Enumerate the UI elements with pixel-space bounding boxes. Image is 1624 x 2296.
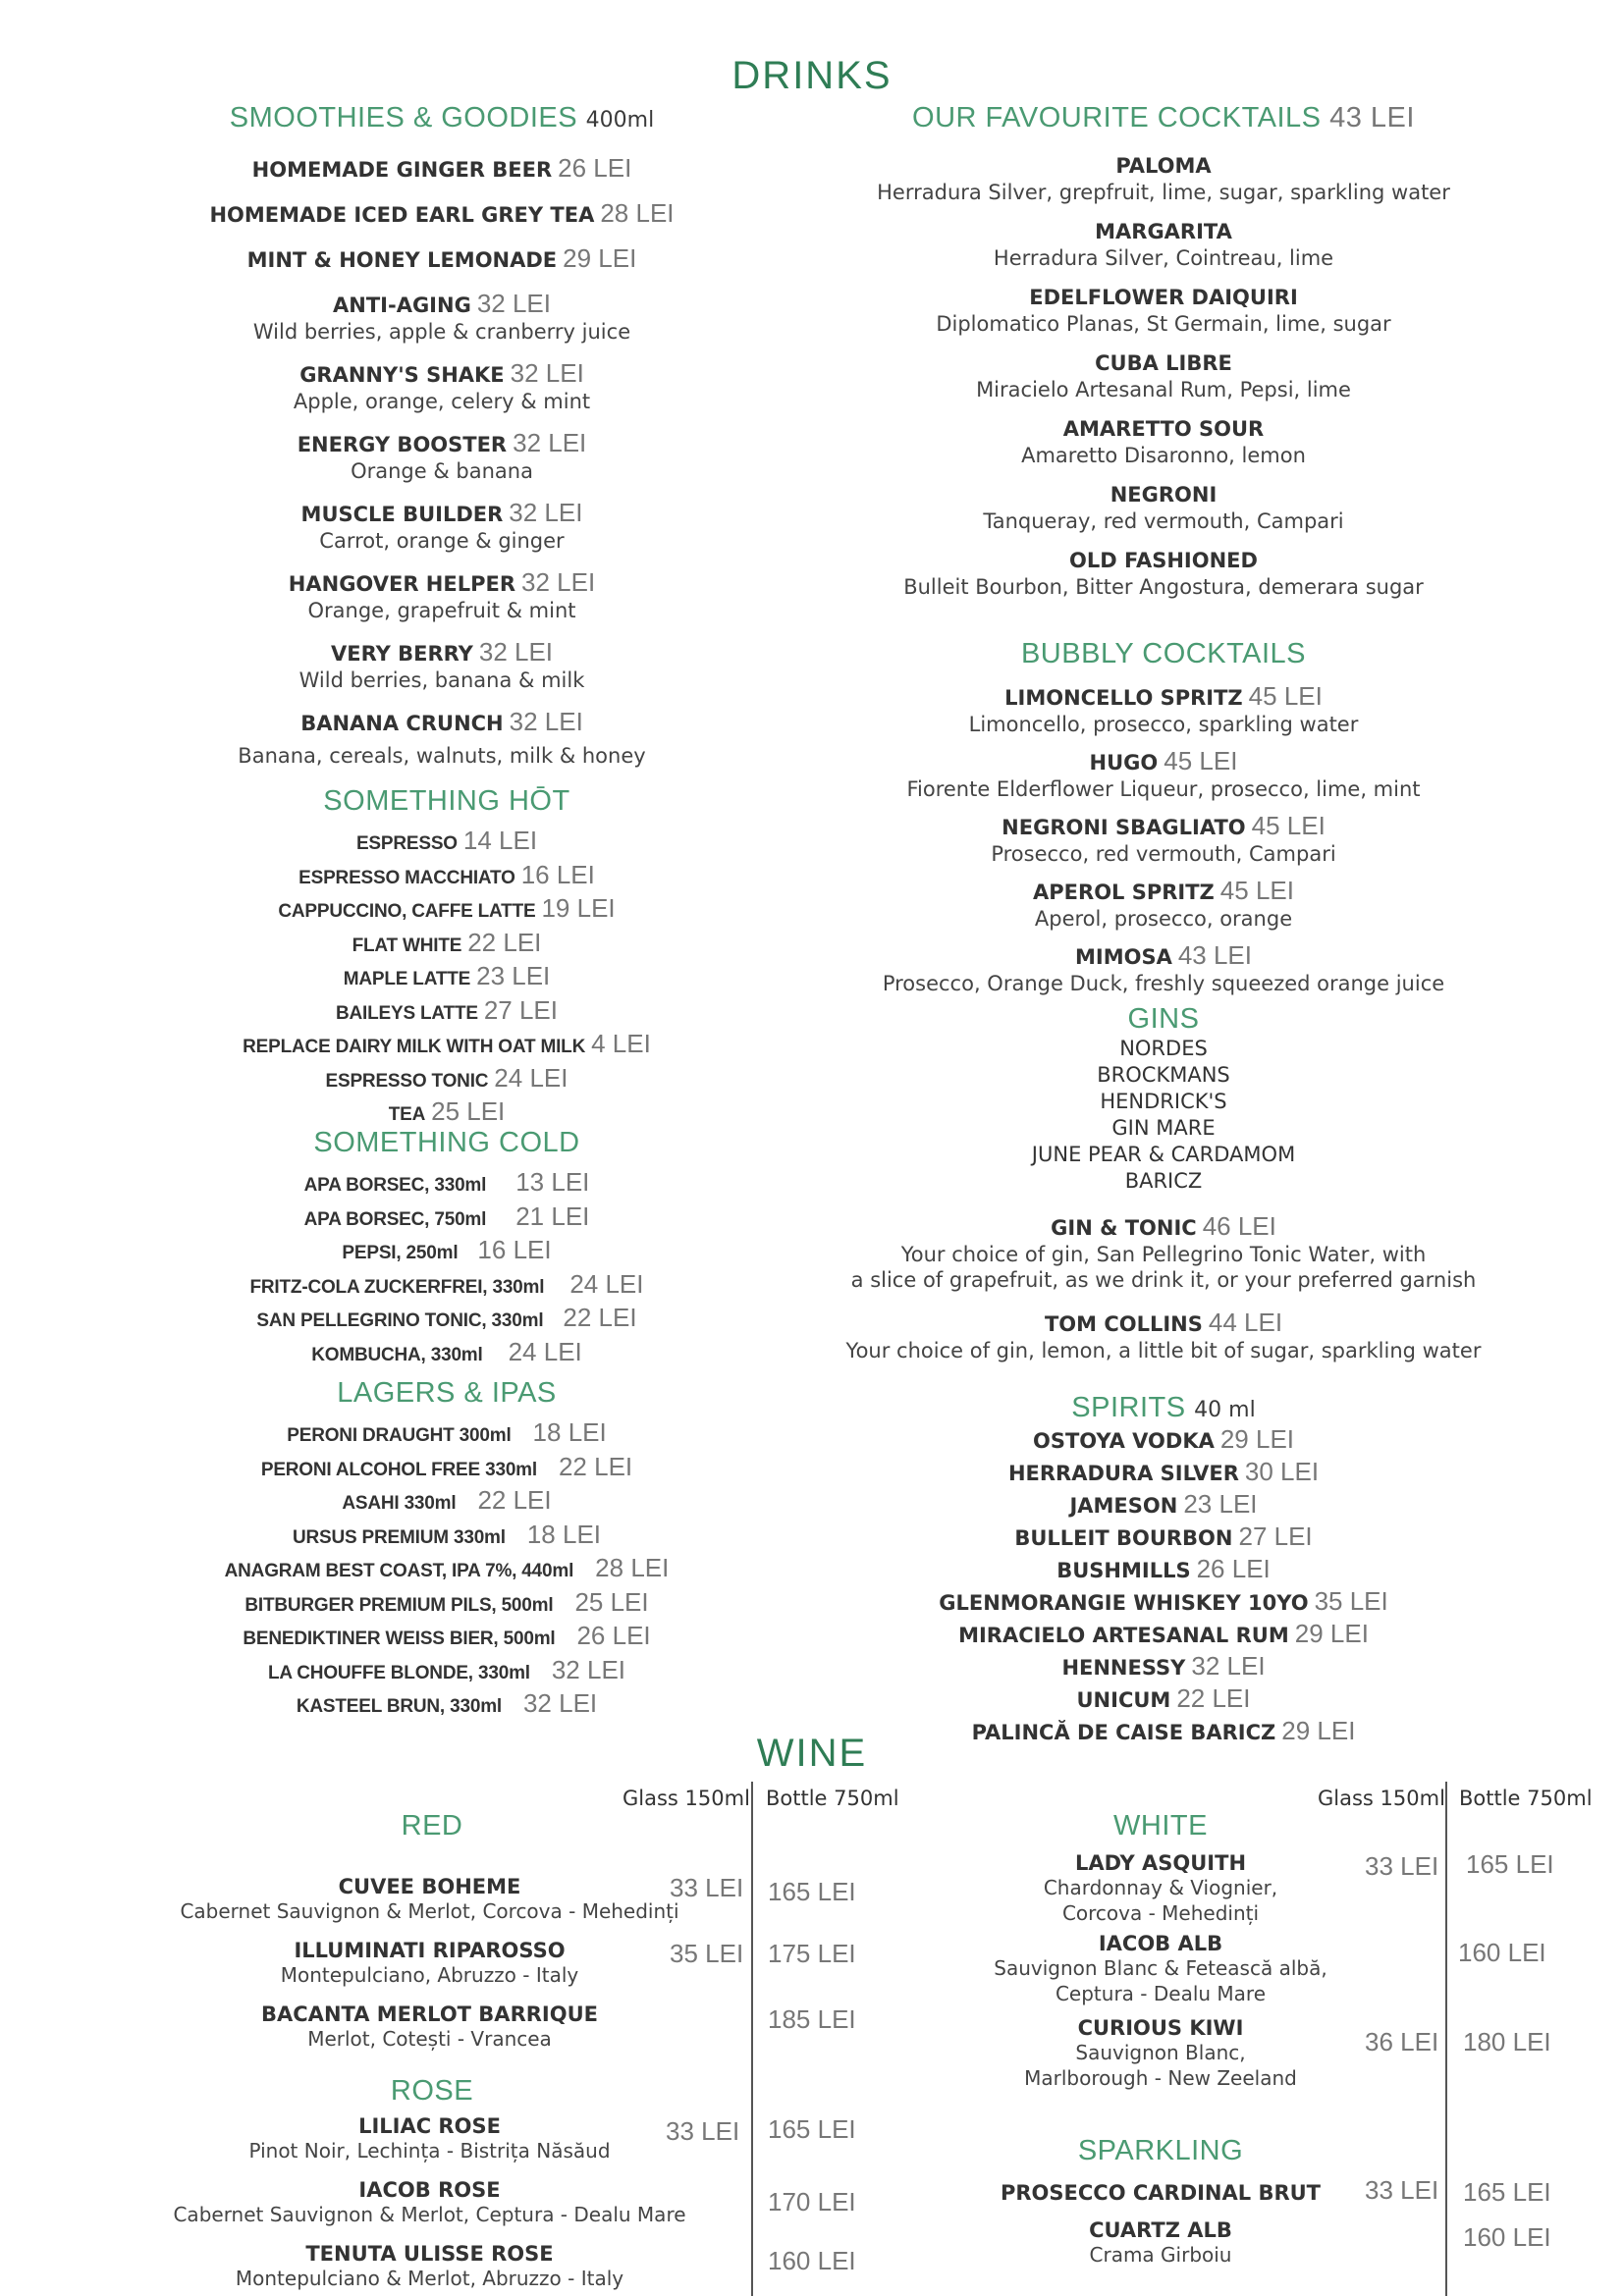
item-desc: Orange & banana	[351, 459, 533, 483]
page-title: DRINKS	[731, 54, 893, 97]
item-name: FRITZ-COLA ZUCKERFREI, 330ml	[249, 1276, 545, 1298]
glass-price: 36 LEI	[1365, 2027, 1439, 2056]
item-price: 27 LEI	[1238, 1522, 1313, 1551]
list-item	[844, 349, 1483, 377]
bottle-price: 165 LEI	[768, 1877, 856, 1906]
wine-desc: Marlborough - New Zeeland	[1024, 2066, 1297, 2090]
item-price: 25 LEI	[574, 1586, 649, 1617]
item-name: UNICUM	[1076, 1688, 1171, 1712]
glass-header-right: Glass 150ml	[1318, 1787, 1445, 1810]
item-price: 23 LEI	[1183, 1489, 1258, 1519]
list-item	[147, 995, 746, 1030]
item-desc: Bulleit Bourbon, Bitter Angostura, demerara sugar	[903, 575, 1424, 599]
list-item	[147, 638, 736, 667]
list-item	[147, 199, 736, 229]
wine-name: CURIOUS KIWI	[1077, 2016, 1244, 2040]
item-name: APA BORSEC, 330ml	[303, 1175, 487, 1196]
wine-desc: Ceptura - Dealu Mare	[1055, 1982, 1267, 2005]
item-name: GIN & TONIC	[1051, 1216, 1197, 1240]
bottle-price: 170 LEI	[768, 2187, 856, 2216]
item-price: 22 LEI	[563, 1303, 637, 1332]
item-desc: Limoncello, prosecco, sparkling water	[968, 713, 1359, 736]
item-price: 32 LEI	[476, 289, 551, 318]
item-price: 27 LEI	[483, 994, 558, 1025]
list-item	[147, 961, 746, 995]
list-item	[147, 893, 746, 928]
list-item	[147, 1269, 746, 1304]
spirits-section	[844, 1392, 1483, 1748]
item-name: VERY BERRY	[330, 642, 473, 666]
lagers-section	[147, 1377, 746, 1723]
item-price: 32 LEI	[1191, 1651, 1266, 1681]
item-name: HOMEMADE GINGER BEER	[251, 158, 553, 182]
gin-item: BARICZ	[1124, 1169, 1203, 1193]
item-price: 29 LEI	[1219, 1424, 1295, 1454]
red-heading: RED	[401, 1810, 463, 1842]
list-item	[147, 860, 746, 894]
wine-desc: Sauvignon Blanc,	[1075, 2041, 1246, 2064]
wine-desc: Sauvignon Blanc & Fetească albă,	[994, 1956, 1327, 1980]
item-name: ESPRESSO TONIC	[325, 1070, 489, 1092]
item-price: 29 LEI	[563, 243, 637, 273]
list-item	[844, 812, 1483, 841]
item-name: BULLEIT BOURBON	[1014, 1526, 1233, 1550]
item-name: LIMONCELLO SPRITZ	[1004, 686, 1243, 710]
rose-list	[147, 2114, 712, 2291]
glass-price: 33 LEI	[666, 2116, 740, 2146]
wine-name: CUARTZ ALB	[1089, 2218, 1232, 2242]
item-desc: Miracielo Artesanal Rum, Pepsi, lime	[976, 378, 1351, 401]
list-item	[844, 1424, 1483, 1457]
list-item	[147, 568, 736, 598]
list-item	[147, 826, 746, 860]
lagers-heading: LAGERS & IPAS	[337, 1377, 557, 1409]
item-desc: Your choice of gin, San Pellegrino Tonic Water, with	[900, 1243, 1427, 1266]
bottle-price: 185 LEI	[768, 2004, 856, 2034]
list-item	[147, 1167, 746, 1201]
item-price: 22 LEI	[1176, 1683, 1251, 1713]
item-name: REPLACE DAIRY MILK WITH OAT MILK	[243, 1037, 586, 1057]
list-item	[844, 877, 1483, 906]
rose-heading: ROSE	[390, 2075, 474, 2107]
list-item	[147, 1520, 746, 1554]
list-item	[147, 1621, 746, 1655]
item-name: NEGRONI SBAGLIATO	[1001, 816, 1246, 839]
list-item	[147, 708, 736, 737]
bottle-header-left: Bottle 750ml	[766, 1787, 899, 1810]
wine-name: CUVEE BOHEME	[338, 1875, 521, 1898]
sparkling-heading: SPARKLING	[1077, 2135, 1244, 2166]
wine-name: PROSECCO CARDINAL BRUT	[1000, 2181, 1322, 2205]
gin-item: GIN MARE	[1111, 1116, 1216, 1140]
cold-heading: SOMETHING COLD	[313, 1127, 580, 1158]
wine-name: TENUTA ULISSE ROSE	[305, 2242, 554, 2266]
glass-price: 35 LEI	[670, 1939, 744, 1968]
wine-name: LADY ASQUITH	[1074, 1851, 1247, 1875]
item-price: 45 LEI	[1248, 681, 1323, 711]
wine-desc: Merlot, Cotești - Vrancea	[307, 2027, 552, 2051]
list-item	[147, 1587, 746, 1622]
list-item	[147, 928, 746, 962]
spirits-size: 40 ml	[1194, 1398, 1256, 1422]
list-item	[147, 1417, 746, 1452]
item-price: 32 LEI	[521, 567, 596, 597]
list-item	[147, 1096, 746, 1131]
list-item	[844, 481, 1483, 508]
item-name: ANTI-AGING	[333, 294, 471, 317]
item-desc: Apple, orange, celery & mint	[293, 390, 591, 413]
sparkling-list	[964, 2181, 1357, 2268]
list-item	[844, 1522, 1483, 1554]
list-item	[844, 284, 1483, 311]
list-item	[147, 1655, 746, 1689]
item-price: 22 LEI	[467, 927, 542, 957]
bottle-header-right: Bottle 750ml	[1459, 1787, 1593, 1810]
item-name: HERRADURA SILVER	[1007, 1462, 1239, 1485]
item-price: 32 LEI	[510, 358, 584, 388]
item-price: 32 LEI	[478, 637, 554, 667]
list-item	[147, 429, 736, 458]
item-name: BAILEYS LATTE	[336, 1002, 478, 1024]
item-desc: Your choice of gin, lemon, a little bit of sugar, sparkling water	[845, 1339, 1482, 1362]
item-name: OLD FASHIONED	[1069, 549, 1258, 572]
list-item	[844, 1683, 1483, 1716]
item-name: GRANNY'S SHAKE	[299, 363, 505, 387]
item-price: 22 LEI	[558, 1451, 633, 1481]
glass-price: 33 LEI	[1365, 1851, 1439, 1881]
item-name: TOM COLLINS	[1044, 1312, 1203, 1336]
item-desc: Wild berries, apple & cranberry juice	[252, 320, 631, 344]
item-price: 29 LEI	[1294, 1619, 1369, 1648]
item-desc: Tanqueray, red vermouth, Campari	[983, 509, 1344, 533]
item-price: 26 LEI	[576, 1621, 651, 1650]
item-name: SAN PELLEGRINO TONIC, 330ml	[256, 1310, 544, 1331]
item-price: 26 LEI	[1196, 1554, 1271, 1583]
item-price: 35 LEI	[1314, 1586, 1388, 1616]
bottle-price: 160 LEI	[768, 2246, 856, 2275]
item-name: MARGARITA	[1095, 220, 1232, 243]
list-item	[844, 1489, 1483, 1522]
item-name: CAPPUCCINO, CAFFE LATTE	[278, 901, 536, 922]
item-price: 32 LEI	[509, 707, 583, 736]
smoothies-heading	[147, 102, 736, 134]
item-name: ENERGY BOOSTER	[297, 433, 508, 456]
item-name: MIMOSA	[1074, 945, 1172, 969]
list-item	[844, 1586, 1483, 1619]
list-item	[844, 1554, 1483, 1586]
item-price: 46 LEI	[1202, 1211, 1276, 1241]
item-name: ASAHI 330ml	[342, 1493, 457, 1514]
item-name: MUSCLE BUILDER	[300, 503, 504, 526]
cocktails-heading	[844, 102, 1483, 134]
item-price: 16 LEI	[477, 1235, 552, 1264]
item-name: HENNESSY	[1061, 1656, 1186, 1680]
cocktails-heading-text: OUR FAVOURITE COCKTAILS	[912, 102, 1322, 133]
wine-desc: Pinot Noir, Lechința - Bistrița Năsăud	[248, 2139, 611, 2163]
wine-name: ILLUMINATI RIPAROSSO	[294, 1939, 566, 1962]
item-name: ESPRESSO MACCHIATO	[298, 867, 515, 888]
wine-name: IACOB ROSE	[358, 2178, 501, 2202]
item-desc: Fiorente Elderflower Liqueur, prosecco, lime, mint	[906, 777, 1421, 801]
bottle-price: 160 LEI	[1458, 1938, 1546, 1967]
white-heading: WHITE	[1113, 1810, 1208, 1842]
item-desc: Prosecco, Orange Duck, freshly squeezed orange juice	[882, 972, 1445, 995]
item-desc: Herradura Silver, grepfruit, lime, sugar, sparkling water	[877, 181, 1450, 204]
list-item	[147, 1485, 746, 1520]
item-price: 30 LEI	[1244, 1457, 1320, 1486]
bottle-price: 165 LEI	[1463, 2177, 1551, 2207]
item-name: APEROL SPRITZ	[1033, 881, 1215, 904]
item-name: HUGO	[1089, 751, 1159, 774]
item-desc: Carrot, orange & ginger	[319, 529, 565, 553]
item-desc: Amaretto Disaronno, lemon	[1021, 444, 1306, 467]
item-price: 18 LEI	[532, 1417, 607, 1447]
gin-item: NORDES	[1119, 1037, 1208, 1060]
item-price: 26 LEI	[558, 153, 632, 183]
wine-desc: Cabernet Sauvignon & Merlot, Ceptura - Dealu Mare	[173, 2203, 686, 2226]
cold-section	[147, 1127, 746, 1370]
list-item	[844, 547, 1483, 574]
bubbly-heading: BUBBLY COCKTAILS	[1020, 638, 1307, 669]
item-price: 24 LEI	[508, 1336, 582, 1366]
item-name: HOMEMADE ICED EARL GREY TEA	[209, 203, 595, 227]
item-name: APA BORSEC, 750ml	[303, 1208, 487, 1230]
item-name: BANANA CRUNCH	[300, 712, 504, 735]
wine-desc: Chardonnay & Viognier,	[1043, 1876, 1278, 1899]
item-desc: Prosecco, red vermouth, Campari	[991, 842, 1336, 866]
gins-section	[844, 1003, 1483, 1363]
item-name: FLAT WHITE	[352, 934, 462, 956]
bottle-price: 175 LEI	[768, 1939, 856, 1968]
item-price: 14 LEI	[462, 826, 538, 855]
item-name: PEPSI, 250ml	[342, 1243, 459, 1263]
list-item	[844, 1457, 1483, 1489]
item-price: 32 LEI	[509, 498, 583, 527]
item-name: ANAGRAM BEST COAST, IPA 7%, 440ml	[224, 1561, 574, 1581]
item-name: GLENMORANGIE WHISKEY 10YO	[939, 1591, 1309, 1615]
item-price: 32 LEI	[522, 1688, 598, 1718]
item-name: HANGOVER HELPER	[288, 572, 516, 596]
gin-item: HENDRICK'S	[1100, 1090, 1227, 1113]
wine-title: WINE	[756, 1732, 868, 1775]
item-price: 21 LEI	[515, 1201, 590, 1231]
bubbly-section	[844, 638, 1483, 996]
list-item	[147, 1553, 746, 1587]
divider-right	[1445, 1782, 1447, 2296]
hot-heading: SOMETHING HŌT	[323, 785, 570, 817]
list-item	[844, 415, 1483, 443]
item-price: 29 LEI	[1281, 1716, 1356, 1745]
item-price: 22 LEI	[477, 1485, 552, 1515]
item-name: JAMESON	[1069, 1494, 1178, 1518]
item-name: PERONI ALCOHOL FREE 330ml	[260, 1459, 537, 1480]
wine-desc: Crama Girboiu	[1089, 2243, 1232, 2267]
item-name: OSTOYA VODKA	[1032, 1429, 1215, 1453]
item-name: MIRACIELO ARTESANAL RUM	[958, 1624, 1289, 1647]
list-item	[844, 218, 1483, 245]
item-name: BITBURGER PREMIUM PILS, 500ml	[244, 1594, 554, 1616]
item-name: ESPRESSO	[355, 833, 458, 854]
item-price: 32 LEI	[551, 1654, 626, 1684]
bottle-price: 165 LEI	[1466, 1849, 1554, 1879]
item-price: 28 LEI	[595, 1553, 670, 1582]
item-name: CUBA LIBRE	[1095, 351, 1232, 375]
list-item	[147, 1029, 746, 1063]
item-name: KOMBUCHA, 330ml	[311, 1344, 483, 1365]
list-item	[147, 499, 736, 528]
divider-left	[751, 1782, 753, 2296]
list-item	[147, 1063, 746, 1097]
list-item	[147, 290, 736, 319]
item-price: 13 LEI	[515, 1167, 590, 1197]
item-price: 32 LEI	[513, 428, 587, 457]
glass-price: 33 LEI	[670, 1873, 744, 1902]
item-name: TEA	[388, 1104, 426, 1125]
smoothies-size: 400ml	[585, 108, 655, 133]
hot-section	[147, 785, 746, 1131]
white-list	[964, 1851, 1357, 2091]
list-item	[147, 244, 736, 274]
list-item	[147, 359, 736, 389]
item-price: 45 LEI	[1219, 876, 1294, 905]
item-desc: Diplomatico Planas, St Germain, lime, sugar	[936, 312, 1391, 336]
item-name: KASTEEL BRUN, 330ml	[296, 1696, 502, 1717]
gin-item: BROCKMANS	[1097, 1063, 1230, 1087]
smoothies-heading-text: SMOOTHIES & GOODIES	[229, 102, 578, 133]
list-item	[844, 1651, 1483, 1683]
item-price: 43 LEI	[1177, 940, 1252, 970]
item-desc: Wild berries, banana & milk	[298, 668, 585, 692]
wine-name: LILIAC ROSE	[358, 2114, 501, 2138]
wine-desc: Corcova - Mehedinți	[1061, 1901, 1260, 1925]
item-desc: a slice of grapefruit, as we drink it, or your preferred garnish	[850, 1268, 1477, 1292]
item-name: PALOMA	[1115, 154, 1212, 178]
bottle-price: 180 LEI	[1463, 2027, 1551, 2056]
item-desc: Orange, grapefruit & mint	[307, 599, 576, 622]
wine-name: IACOB ALB	[1098, 1932, 1223, 1955]
wine-desc: Montepulciano & Merlot, Abruzzo - Italy	[235, 2267, 624, 2290]
item-name: NEGRONI	[1110, 483, 1218, 507]
list-item	[147, 1688, 746, 1723]
item-desc: Banana, cereals, walnuts, milk & honey	[238, 744, 646, 768]
item-price: 23 LEI	[476, 961, 551, 990]
item-price: 24 LEI	[569, 1268, 644, 1299]
bottle-price: 160 LEI	[1463, 2222, 1551, 2252]
item-price: 4 LEI	[591, 1029, 651, 1058]
cocktails-price: 43 LEI	[1329, 102, 1415, 133]
list-item	[844, 941, 1483, 971]
list-item	[844, 747, 1483, 776]
item-price: 45 LEI	[1164, 746, 1238, 775]
gin-tonic	[844, 1212, 1483, 1242]
list-item	[844, 152, 1483, 180]
list-item	[147, 1201, 746, 1236]
red-list	[147, 1875, 712, 2052]
item-name: EDELFLOWER DAIQUIRI	[1029, 286, 1298, 309]
item-price: 18 LEI	[526, 1519, 602, 1549]
item-name: PERONI DRAUGHT 300ml	[287, 1425, 512, 1446]
wine-desc: Montepulciano, Abruzzo - Italy	[280, 1963, 579, 1987]
item-name: MAPLE LATTE	[343, 969, 471, 989]
item-name: BENEDIKTINER WEISS BIER, 500ml	[243, 1629, 556, 1649]
item-name: AMARETTO SOUR	[1062, 417, 1265, 441]
item-desc: Herradura Silver, Cointreau, lime	[993, 246, 1334, 270]
item-price: 44 LEI	[1208, 1308, 1283, 1337]
spirits-heading-text: SPIRITS	[1071, 1392, 1186, 1423]
item-price: 16 LEI	[520, 859, 595, 889]
item-price: 45 LEI	[1251, 811, 1326, 840]
glass-price: 33 LEI	[1365, 2175, 1439, 2205]
tom-collins	[844, 1308, 1483, 1338]
list-item	[147, 1452, 746, 1486]
list-item	[147, 1303, 746, 1337]
list-item	[147, 154, 736, 184]
wine-desc: Cabernet Sauvignon & Merlot, Corcova - Mehedinți	[180, 1899, 679, 1923]
bottle-price: 165 LEI	[768, 2114, 856, 2144]
item-desc: Aperol, prosecco, orange	[1034, 907, 1293, 931]
smoothies-section	[147, 102, 736, 769]
item-price: 19 LEI	[541, 893, 616, 923]
item-price: 24 LEI	[494, 1062, 568, 1093]
list-item	[147, 1337, 746, 1371]
glass-header-left: Glass 150ml	[623, 1787, 750, 1810]
list-item	[147, 1235, 746, 1269]
item-name: URSUS PREMIUM 330ml	[292, 1526, 506, 1548]
gins-heading: GINS	[1127, 1003, 1200, 1035]
item-name: MINT & HONEY LEMONADE	[246, 248, 558, 272]
list-item	[844, 682, 1483, 712]
item-price: 28 LEI	[600, 198, 675, 228]
cocktails-section	[844, 102, 1483, 600]
spirits-heading	[844, 1392, 1483, 1424]
gin-item: JUNE PEAR & CARDAMOM	[1031, 1143, 1296, 1166]
item-name: LA CHOUFFE BLONDE, 330ml	[267, 1662, 530, 1683]
list-item	[844, 1619, 1483, 1651]
item-name: BUSHMILLS	[1056, 1559, 1191, 1582]
item-name: PALINCĂ DE CAISE BARICZ	[971, 1721, 1276, 1744]
item-price: 25 LEI	[431, 1096, 506, 1126]
wine-name: BACANTA MERLOT BARRIQUE	[261, 2002, 598, 2026]
